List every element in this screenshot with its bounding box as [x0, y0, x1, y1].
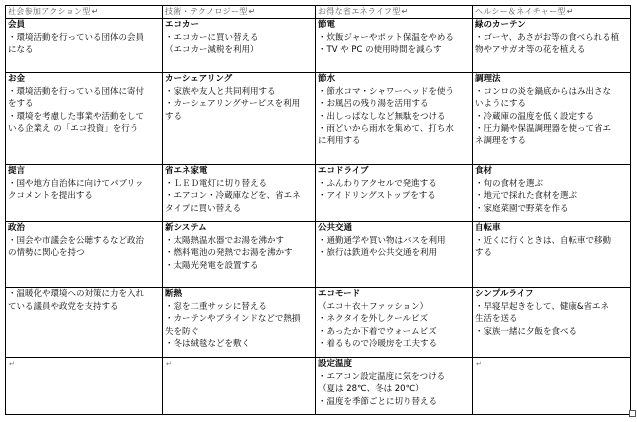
table-cell[interactable] — [163, 19, 316, 73]
cell-text-line: ・国や地方自治体に向けてパブリッ — [8, 178, 144, 189]
cell-text-line: の情勢に関心を持つ — [8, 248, 85, 259]
cell-text-line: ・通勤通学や買い物はバスを利用 — [318, 235, 446, 246]
cell-text-line: をする — [8, 99, 34, 110]
cell-text-line: ・アイドリングストップをする — [318, 191, 436, 202]
cell-category-title: 食材 — [475, 166, 493, 177]
table-cell[interactable] — [163, 222, 316, 288]
table-row — [6, 222, 631, 288]
table-cell[interactable] — [316, 73, 473, 165]
cell-text-line: 失を防ぐ — [165, 326, 200, 337]
cell-text-line: ・温度を季節ごとに切り替える — [318, 396, 438, 407]
header-row — [6, 6, 631, 19]
cell-text-line: ・お風呂の残り湯を活用する — [318, 99, 429, 110]
cell-text-line: ている議員や政党を支持する — [8, 301, 119, 312]
cell-category-title: カーシェアリング — [165, 74, 233, 85]
table-cell[interactable] — [6, 288, 163, 358]
cell-text-line: ・着るもので冷暖房を工夫する — [318, 339, 438, 350]
table-cell[interactable] — [473, 358, 631, 415]
column-header[interactable] — [6, 6, 163, 19]
table-row — [6, 19, 631, 73]
cell-text-line: ・炊飯ジャーやポット保温をやめる — [318, 32, 454, 43]
cell-category-title: 会員 — [8, 20, 26, 31]
table-row — [6, 358, 631, 415]
table-cell[interactable] — [473, 222, 631, 288]
cell-category-title: 設定温度 — [318, 359, 353, 370]
cell-category-title: お金 — [8, 74, 26, 85]
cell-category-title: 政治 — [8, 223, 26, 234]
cell-text-line: ・ふんわりアクセルで発進する — [318, 178, 437, 189]
table-cell[interactable] — [316, 288, 473, 358]
cell-text-line: （夏は 28℃、冬は 20℃） — [318, 384, 424, 395]
table-cell[interactable] — [163, 165, 316, 222]
paragraph-mark: ↵ — [166, 360, 172, 369]
table-cell[interactable] — [6, 73, 163, 165]
cell-text-line: ネ調理をする — [475, 136, 527, 147]
cell-text-line: に利用する — [318, 136, 361, 147]
cell-category-title: 自転車 — [475, 223, 501, 234]
column-header[interactable] — [316, 6, 473, 19]
cell-text-line: ・旬の食材を選ぶ — [475, 178, 544, 189]
column-header-label: ヘルシー＆ネイチャー型 — [475, 7, 566, 16]
cell-text-line: 生活を送る — [475, 314, 518, 325]
cell-text-line: ・出しっぱなしなど無駄をつける — [318, 111, 446, 122]
cell-text-line: ・近くに行くときは、自転車で移動 — [475, 235, 612, 246]
column-header-label: お得な省エネライフ型 — [318, 7, 401, 16]
table-cell[interactable] — [473, 19, 631, 73]
cell-text-line: ・太陽熱温水器でお湯を沸かす — [165, 235, 285, 246]
cell-text-line: ・TV や PC の使用時間を減らす — [318, 45, 442, 56]
cell-text-line: する — [475, 248, 493, 259]
table-row — [6, 165, 631, 222]
table-cell[interactable] — [6, 19, 163, 73]
paragraph-mark: ↵ — [401, 7, 409, 16]
table-cell[interactable] — [316, 222, 473, 288]
cell-text-line: になる — [8, 45, 34, 56]
cell-text-line: いる企業え の「エコ投資」を行う — [8, 124, 139, 135]
cell-text-line: ・環境活動を行っている団体の会員 — [8, 32, 145, 43]
cell-text-line: ・旅行は鉄道や公共交通を利用 — [318, 248, 438, 259]
cell-text-line: 物やアサガオ等の花を植える — [475, 45, 586, 56]
table-cell[interactable] — [163, 358, 316, 415]
cell-text-line: ・エアコン設定温度に気をつける — [318, 371, 446, 382]
paragraph-mark: ↵ — [91, 7, 99, 16]
table-cell[interactable] — [473, 73, 631, 165]
cell-text-line: ・国会や市議会を公聴するなど政治 — [8, 235, 145, 246]
cell-text-line: クコメントを提出する — [8, 191, 93, 202]
cell-category-title: シンプルライフ — [475, 289, 534, 300]
table-cell[interactable] — [316, 19, 473, 73]
cell-text-line: ・地元で採れた食材を選ぶ — [475, 191, 578, 202]
cell-text-line: ・環境活動を行っている団体に寄付 — [8, 86, 145, 97]
cell-text-line: ・温暖化や環境への対策に力を入れ — [8, 289, 145, 300]
cell-category-title: 省エネ家電 — [165, 166, 208, 177]
cell-text-line: ・コンロの炎を鍋底からはみ出さな — [475, 86, 612, 97]
cell-text-line: ・家族や友人と共同利用する — [165, 86, 276, 97]
paragraph-mark: ↵ — [9, 360, 15, 369]
cell-text-line: ・ゴーヤ、あさがお等の食べられる植 — [475, 32, 620, 43]
cell-category-title: 新システム — [165, 223, 207, 234]
paragraph-mark: ↵ — [476, 360, 482, 369]
cell-category-title: 節水 — [318, 74, 336, 85]
cell-text-line: ・早寝早起きをして、健康&省エネ — [475, 301, 609, 312]
table-cell[interactable] — [473, 288, 631, 358]
column-header[interactable] — [473, 6, 631, 19]
cell-text-line: ・ネクタイを外しクールビズ — [318, 314, 428, 325]
cell-text-line: する — [165, 111, 183, 122]
paragraph-mark: ↵ — [566, 7, 574, 16]
table-cell[interactable] — [473, 165, 631, 222]
cell-text-line: ・燃料電池の発熱でお湯を沸かす — [165, 248, 293, 259]
table-row — [6, 73, 631, 165]
cell-text-line: ・冬は絨毯などを敷く — [165, 339, 251, 350]
cell-category-title: エコカー — [165, 20, 200, 31]
table-cell[interactable] — [6, 358, 163, 415]
cell-text-line: ・カーシェアリングサービスを利用 — [165, 99, 301, 110]
eco-action-table — [5, 5, 631, 415]
cell-category-title: エコドライブ — [318, 166, 369, 177]
cell-text-line: ・あったか下着でウォームビズ — [318, 326, 437, 337]
cell-text-line: ・冷蔵庫の温度を低く設定する — [475, 111, 595, 122]
table-cell[interactable] — [316, 165, 473, 222]
cell-text-line: タイプに買い替える — [165, 203, 242, 214]
cell-category-title: 提言 — [8, 166, 26, 177]
column-header-label: 社会参加アクション型 — [8, 7, 91, 16]
cell-category-title: 緑のカーテン — [475, 20, 526, 31]
paragraph-mark: ↵ — [248, 7, 256, 16]
table-resize-handle[interactable] — [629, 410, 636, 417]
table-cell[interactable] — [6, 165, 163, 222]
cell-text-line: ・窓を二重サッシに替える — [165, 301, 267, 312]
table-cell[interactable] — [163, 73, 316, 165]
cell-text-line: いようにする — [475, 99, 527, 110]
table-cell[interactable] — [163, 288, 316, 358]
column-header-label: 技術・テクノロジー型 — [165, 7, 248, 16]
cell-text-line: ・家族一緒に夕飯を食べる — [475, 326, 578, 337]
cell-text-line: （エコ＋衣＋ファッション） — [318, 301, 429, 312]
table-cell[interactable] — [316, 358, 473, 415]
cell-text-line: ・圧力鍋や保温調理器を使って省エ — [475, 124, 612, 135]
cell-category-title: 節電 — [318, 20, 336, 31]
table-cell[interactable] — [6, 222, 163, 288]
cell-text-line: （エコカー減税を利用） — [165, 45, 259, 56]
cell-category-title: 調理法 — [475, 74, 501, 85]
cell-text-line: ・カーテンやブラインドなどで熱損 — [165, 314, 301, 325]
cell-text-line: ・太陽光発電を設置する — [165, 260, 259, 271]
cell-text-line: ・節水コマ・シャワーヘッドを使う — [318, 86, 454, 97]
cell-text-line: ・家庭菜園で野菜を作る — [475, 203, 569, 214]
cell-category-title: エコモード — [318, 289, 361, 300]
cell-text-line: ・ＬＥＤ電灯に切り替える — [165, 178, 268, 189]
table-row — [6, 288, 631, 358]
cell-category-title: 断熱 — [165, 289, 183, 300]
cell-text-line: ・エアコン・冷蔵庫などを、省エネ — [165, 191, 301, 202]
column-header[interactable] — [163, 6, 316, 19]
cell-text-line: ・雨どいから雨水を集めて、打ち水 — [318, 124, 454, 135]
cell-text-line: ・エコカーに買い替える — [165, 32, 259, 43]
cell-text-line: ・環境を考慮した事業や活動をして — [8, 111, 145, 122]
cell-category-title: 公共交通 — [318, 223, 353, 234]
